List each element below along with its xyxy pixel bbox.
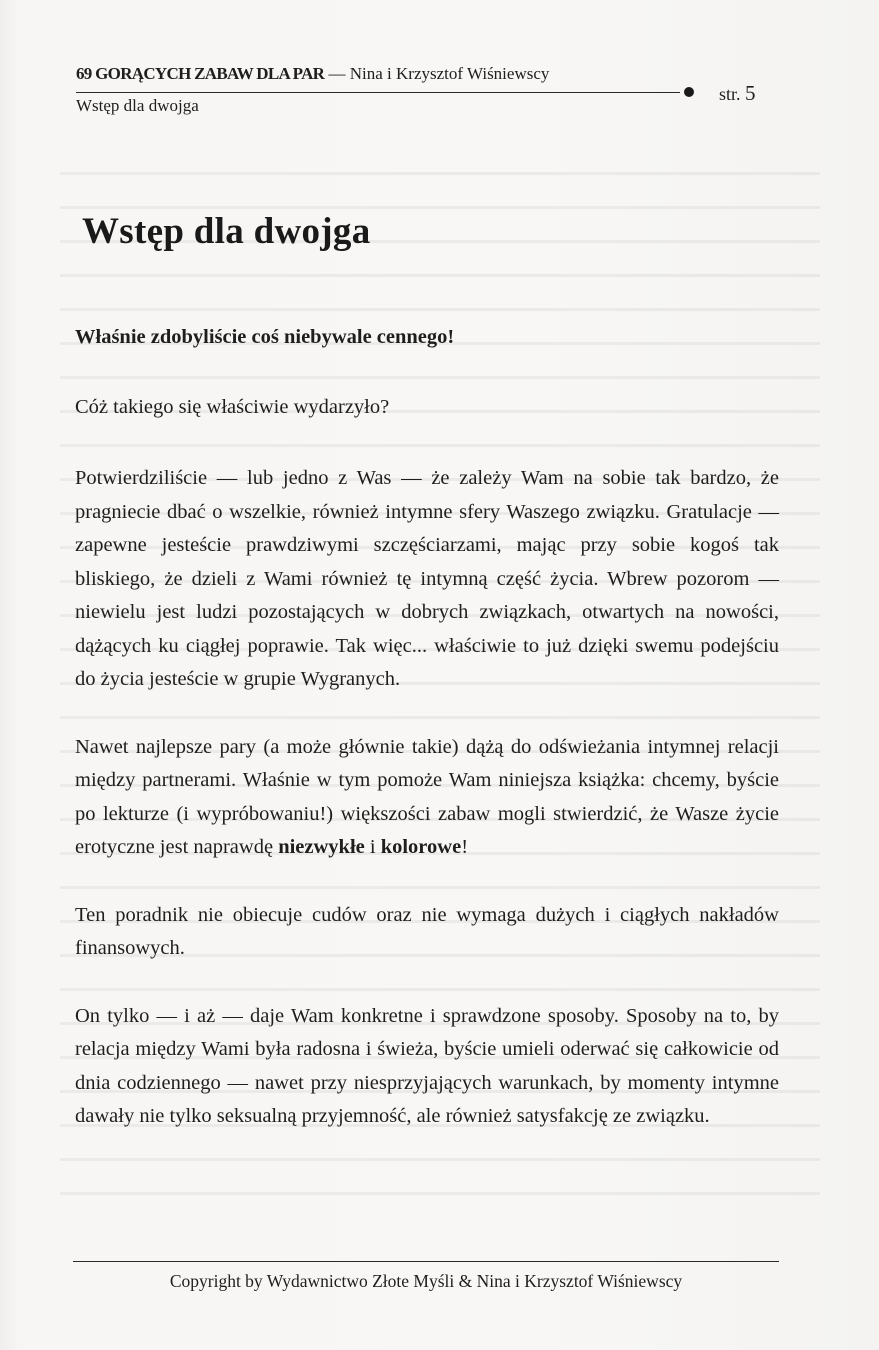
header-rule (76, 92, 680, 93)
header-separator: — (324, 64, 350, 83)
body-text (75, 321, 779, 1168)
book-title: 69 GORĄCYCH ZABAW DLA PAR (76, 64, 325, 83)
paragraph-1: Potwierdziliście — lub jedno z Was — że zależy Wam na sobie tak bardzo, że pragniecie dbać o wszelkie, również intymne sfery Waszego związku. Gratulacje — zapewne jesteście prawdziwymi szczęściarzami, mając przy sobie kogoś tak bliskiego, że dzieli z Wami również tę intymną część życia. Wbrew pozorom — niewielu jest ludzi pozostających w dobrych związkach, otwartych na nowości, dążących ku ciągłej poprawie. Tak więc... właściwie to już dzięki swemu podejściu do życia jesteście w grupie Wygranych. (75, 467, 779, 690)
lead-paragraph: Właśnie zdobyliście coś niebywale cennego! (75, 326, 455, 348)
page-prefix: str. (719, 84, 746, 104)
footer-rule (73, 1261, 779, 1262)
paragraph-4: On tylko — i aż — daje Wam konkretne i sprawdzone sposoby. Sposoby na to, by relacja między Wami była radosna i świeża, byście umieli oderwać się całkowicie od dnia codziennego — nawet przy niesprzyjających warunkach, by momenty intymne dawały nie tylko seksualną przyjemność, ale również satysfakcję ze związku. (75, 1004, 779, 1127)
paragraph-2-conjunction: i (364, 836, 381, 858)
copyright-footer: Copyright by Wydawnictwo Złote Myśli & Nina i Krzysztof Wiśniewscy (169, 1271, 683, 1291)
page-number-value: 5 (745, 81, 756, 105)
question-paragraph: Cóż takiego się właściwie wydarzyło? (75, 395, 390, 418)
header-line (76, 64, 549, 84)
running-header (76, 64, 782, 124)
authors: Nina i Krzysztof Wiśniewscy (349, 64, 550, 83)
paragraph-2 (75, 731, 779, 865)
paragraph-2-text: Nawet najlepsze pary (a może głównie takie) dążą do odświeżania intymnej relacji między partnerami. Właśnie w tym pomoże Wam niniejsza książka: chcemy, byście po lekturze (i wypróbowaniu!) większości zabaw mogli stwierdzić, że Wasze życie erotyczne jest naprawdę (75, 735, 779, 858)
page-number (719, 81, 756, 106)
paragraph-3: Ten poradnik nie obiecuje cudów oraz nie wymaga dużych i ciągłych nakładów finansowych. (75, 903, 779, 959)
bullet-dot-icon (684, 87, 694, 97)
paragraph-2-end: ! (461, 836, 469, 858)
chapter-title: Wstęp dla dwojga (82, 211, 371, 252)
header-chapter: Wstęp dla dwojga (76, 96, 199, 115)
emphasis-niezwykle: niezwykłe (278, 836, 365, 858)
emphasis-kolorowe: kolorowe (380, 836, 462, 858)
